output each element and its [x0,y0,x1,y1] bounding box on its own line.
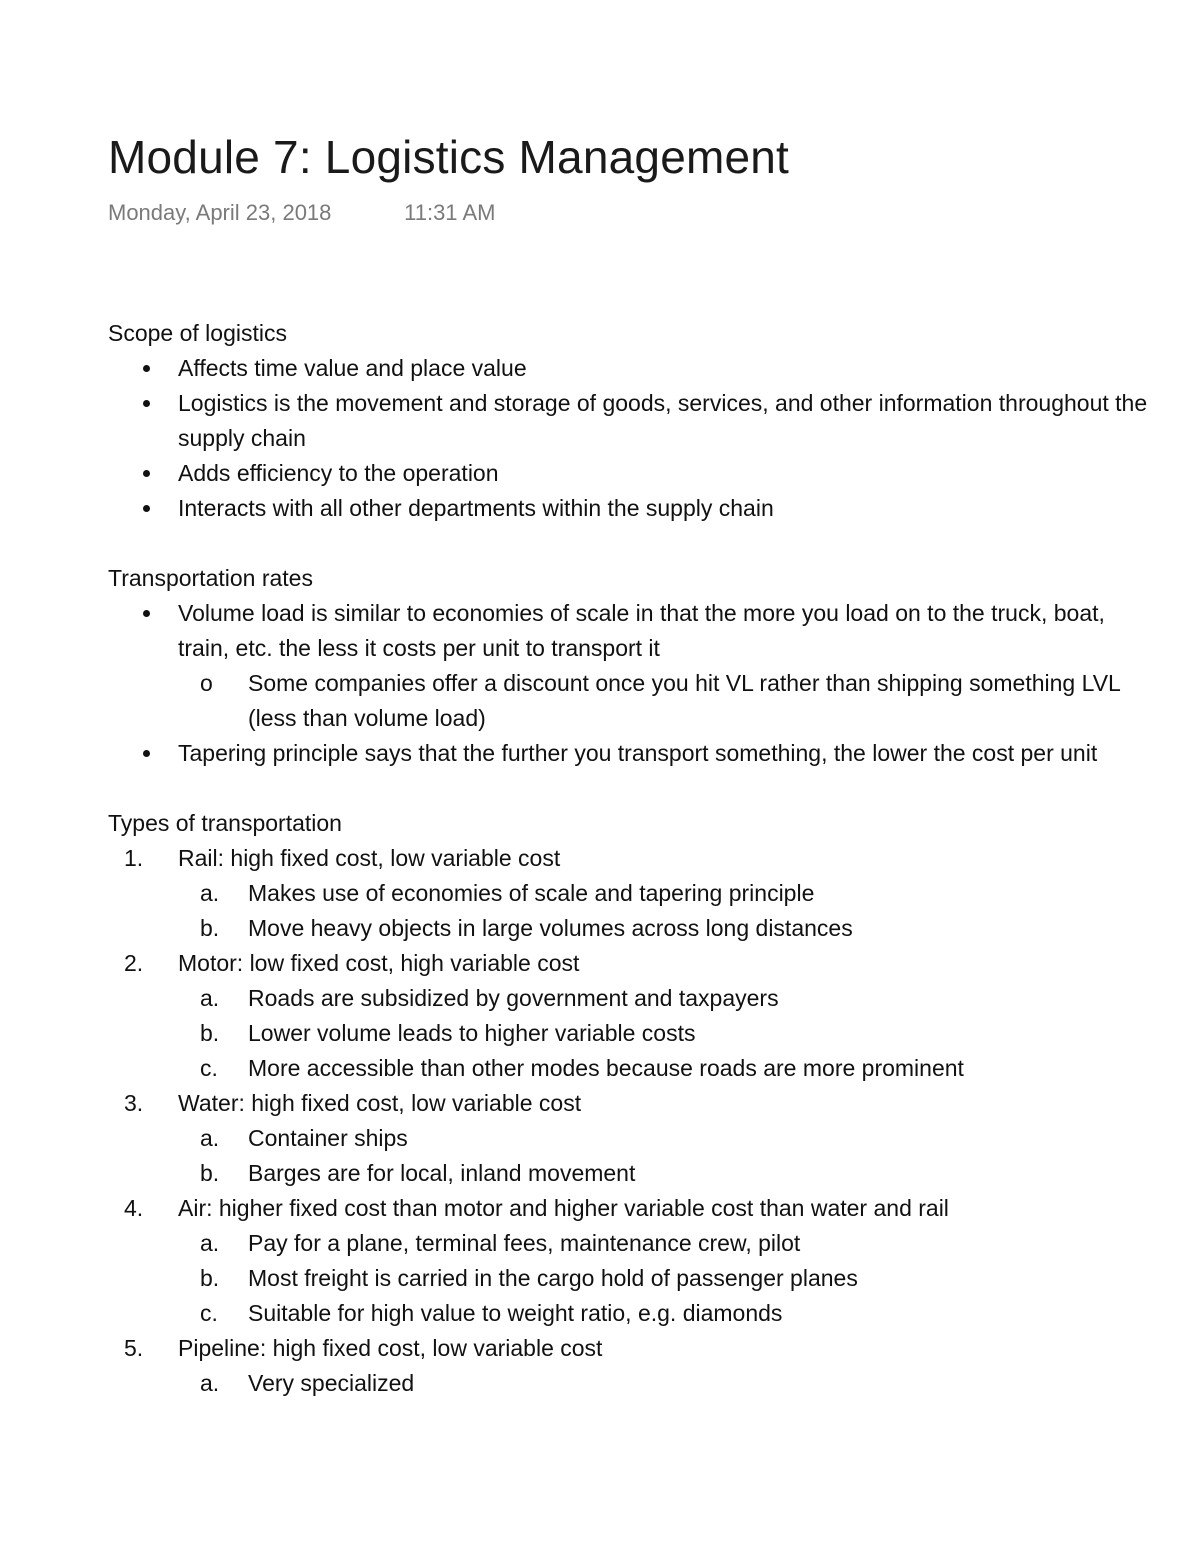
lettered-item [108,1121,1148,1156]
list-letter: a. [200,1125,220,1151]
lettered-item-text: Pay for a plane, terminal fees, maintenance crew, pilot [248,1230,801,1256]
list-item [108,386,1148,456]
list-letter: c. [200,1300,218,1326]
note-date: Monday, April 23, 2018 [108,200,332,225]
numbered-item-air [108,1191,1148,1331]
lettered-item-text: Most freight is carried in the cargo hold of passenger planes [248,1265,858,1291]
spacer [108,771,1148,806]
section-heading-rates: Transportation rates [108,565,313,591]
list-letter: b. [200,915,220,941]
lettered-item-text: Barges are for local, inland movement [248,1160,636,1186]
list-item-text: Interacts with all other departments within the supply chain [178,495,774,521]
list-item-text: Volume load is similar to economies of scale in that the more you load on to the truck, boat, train, etc. the less it costs per unit to transport it [178,600,1105,661]
lettered-item [108,1261,1148,1296]
lettered-item [108,1226,1148,1261]
list-item-text: Tapering principle says that the further you transport something, the lower the cost per unit [178,740,1098,766]
numbered-item-text: Water: high fixed cost, low variable cost [178,1090,582,1116]
section-heading-types: Types of transportation [108,810,342,836]
numbered-item-rail [108,841,1148,946]
list-number: 1. [124,845,144,871]
list-letter: c. [200,1055,218,1081]
lettered-item [108,1366,1148,1401]
rates-list [108,596,1148,771]
list-item-text: Adds efficiency to the operation [178,460,499,486]
lettered-list [108,876,1148,946]
lettered-list [108,1366,1148,1401]
lettered-item-text: Very specialized [248,1370,415,1396]
list-number: 2. [124,950,144,976]
sub-list-item [108,666,1148,736]
lettered-item-text: More accessible than other modes because roads are more prominent [248,1055,964,1081]
list-item [108,736,1148,771]
list-item-text: Logistics is the movement and storage of goods, services, and other information throughout the supply chain [178,390,1148,451]
list-letter: a. [200,1370,220,1396]
page-title: Module 7: Logistics Management [108,131,790,183]
numbered-item-text: Motor: low fixed cost, high variable cost [178,950,580,976]
lettered-item [108,1016,1148,1051]
list-number: 5. [124,1335,144,1361]
lettered-item [108,1156,1148,1191]
list-letter: a. [200,880,220,906]
lettered-item-text: Roads are subsidized by government and taxpayers [248,985,779,1011]
lettered-item [108,1051,1148,1086]
spacer [108,526,1148,561]
note-time: 11:31 AM [404,200,496,225]
list-letter: b. [200,1020,220,1046]
list-number: 3. [124,1090,144,1116]
scope-list [108,351,1148,526]
list-item [108,596,1148,736]
circle-bullet-icon: o [200,670,213,696]
lettered-item-text: Makes use of economies of scale and tapering principle [248,880,815,906]
list-letter: a. [200,985,220,1011]
list-item [108,456,1148,491]
numbered-item-motor [108,946,1148,1086]
numbered-item-text: Air: higher fixed cost than motor and higher variable cost than water and rail [178,1195,949,1221]
list-item-text: Affects time value and place value [178,355,527,381]
bullet-icon [143,400,150,407]
list-letter: b. [200,1265,220,1291]
bullet-icon [143,610,150,617]
lettered-item-text: Container ships [248,1125,408,1151]
lettered-list [108,1226,1148,1331]
lettered-item [108,911,1148,946]
list-item [108,351,1148,386]
bullet-icon [143,365,150,372]
list-number: 4. [124,1195,144,1221]
section-heading-scope: Scope of logistics [108,320,287,346]
lettered-list [108,981,1148,1086]
numbered-item-water [108,1086,1148,1191]
bullet-icon [143,750,150,757]
list-item [108,491,1148,526]
list-letter: b. [200,1160,220,1186]
bullet-icon [143,470,150,477]
lettered-item-text: Lower volume leads to higher variable costs [248,1020,696,1046]
sub-list-item-text: Some companies offer a discount once you hit VL rather than shipping something LVL (less than volume load) [248,670,1120,731]
numbered-item-pipeline [108,1331,1148,1401]
lettered-list [108,1121,1148,1191]
lettered-item-text: Move heavy objects in large volumes across long distances [248,915,853,941]
lettered-item [108,876,1148,911]
numbered-item-text: Pipeline: high fixed cost, low variable cost [178,1335,603,1361]
note-timestamp [108,200,495,226]
numbered-item-text: Rail: high fixed cost, low variable cost [178,845,561,871]
types-list [108,841,1148,1401]
sub-list [108,666,1148,736]
lettered-item [108,981,1148,1016]
bullet-icon [143,505,150,512]
lettered-item [108,1296,1148,1331]
note-body [108,316,1148,1401]
list-letter: a. [200,1230,220,1256]
lettered-item-text: Suitable for high value to weight ratio, e.g. diamonds [248,1300,783,1326]
